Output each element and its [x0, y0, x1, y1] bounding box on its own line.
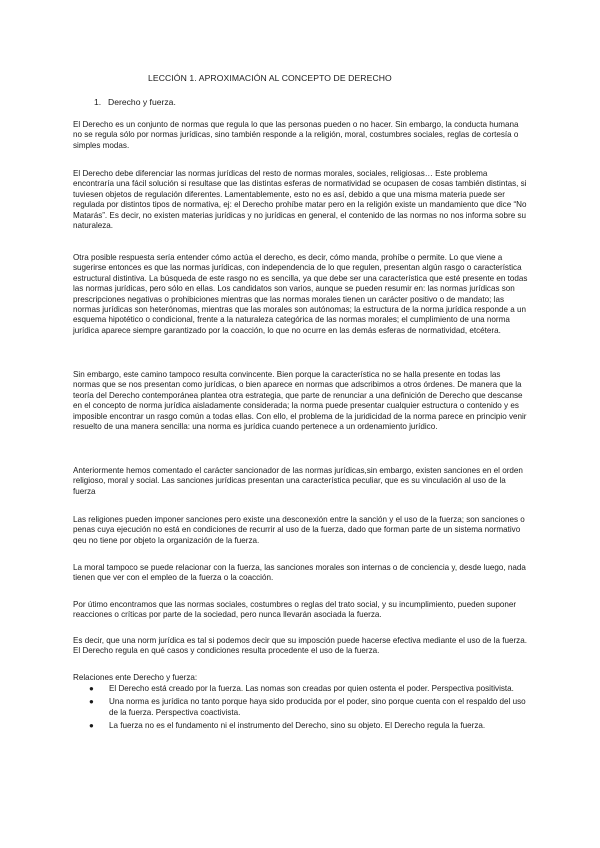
section-number: 1. [94, 97, 102, 107]
paragraph-4: Sin embargo, este camino tampoco resulta convincente. Bien porque la característica no se halla presente en todas las normas que se nos presentan como jurídicas, o bien aparece en normas que adscribimos a otros órdenes. De manera que la teoría del Derecho contemporánea plantea otra estrategia, que parte de renunciar a una definición de Derecho que descanse en el concepto de norma jurídica aisladamente considerada; la norma puede presentar cualquier estructura o contenido y es imposible encontrar un rasgo común a todas ellas. Con ello, el problema de la juridicidad de la norma parece en principio venir resuelto de una manera sencilla: una norma es jurídica cuando pertenece a un ordenamiento jurídico. [73, 370, 527, 432]
list-item [86, 721, 528, 731]
relations-label: Relaciones ente Derecho y fuerza: [73, 673, 198, 682]
paragraph-3: Otra posible respuesta sería entender cómo actúa el derecho, es decir, cómo manda, prohíbe o permite. Lo que viene a sugerirse entonces es que las normas jurídicas, con independencia de lo que regulen, presentan algún rasgo o característica estructural distintiva. La búsqueda de este rasgo no es sencilla, ya que debe ser una característica que esté presente en todas las normas jurídicas, pero sólo en ellas. Los candidatos son varios, aunque se pueden resumir en: las normas jurídicas son prescripciones negativas o prohibiciones mientras que las normas morales tienen un carácter positivo o de mandato; las normas jurídicas son heterónomas, mientras que las morales son autónomas; la estructura de la norma jurídica responde a un esquema hipotético o condicional, frente a la naturaleza categórica de las normas morales; el cumplimiento de una norma jurídica aparece siempre garantizado por la coacción, lo que no ocurre en las demás esferas de normatividad, etcétera. [73, 253, 528, 335]
list-item-text: Una norma es jurídica no tanto porque haya sido producida por el poder, sino porque cuenta con el respaldo del uso de la fuerza. Perspectiva coactivista. [109, 697, 526, 717]
paragraph-1: El Derecho es un conjunto de normas que regula lo que las personas pueden o no hacer. Sin embargo, la conducta humana no se regula sólo por normas jurídicas, sino también responde a la religión, moral, costumbres sociales, reglas de cortesía o simples modas. [73, 120, 519, 150]
bullet-icon: ● [89, 697, 94, 707]
paragraph-7: La moral tampoco se puede relacionar con la fuerza, las sanciones morales son internas o de conciencia y, desde luego, nada tienen que ver con el empleo de la fuerza o la coacción. [73, 563, 526, 583]
lesson-title: LECCIÓN 1. APROXIMACIÓN AL CONCEPTO DE DERECHO [148, 73, 392, 83]
list-item [86, 684, 528, 694]
section-heading [94, 97, 176, 107]
paragraph-6: Las religiones pueden imponer sanciones pero existe una desconexión entre la sanción y el uso de la fuerza; son sanciones o penas cuya ejecución no está en condiciones de recurrir al uso de la fuerza, dado que forman parte de un sistema normativo qeu no tiene por objeto la organización de la fuerza. [73, 515, 525, 545]
list-item-text: La fuerza no es el fundamento ni el instrumento del Derecho, sino su objeto. El Derecho regula la fuerza. [109, 721, 486, 731]
list-item-text: El Derecho está creado por la fuerza. Las nomas son creadas por quien ostenta el poder. Perspectiva positivista. [109, 684, 514, 693]
bullet-icon: ● [89, 684, 94, 693]
section-title: Derecho y fuerza. [108, 97, 176, 107]
bullet-icon: ● [89, 721, 94, 731]
list-item [86, 697, 528, 718]
relations-list [86, 684, 528, 735]
paragraph-2: El Derecho debe diferenciar las normas jurídicas del resto de normas morales, sociales, religiosas… Este problema encontraría una fácil solución si resultase que las distintas esferas de normatividad se ocupasen de cosas también distintas, si tuviesen objetos de regulación diferentes. Lamentablemente, esto no es así, debido a que una misma materia puede ser regulada por distintos tipos de normativa, ej: el Derecho prohíbe matar pero en la religión existe un mandamiento que dice “No Matarás”. Es decir, no existen materias jurídicas y no jurídicas en general, el contenido de las normas no nos informa sobre su naturaleza. [73, 169, 527, 231]
paragraph-8: Por útimo encontramos que las normas sociales, costumbres o reglas del trato social, y su incumplimiento, pueden suponer reacciones o críticas por parte de la sociedad, pero nunca llevarán asociada la fuerza. [73, 600, 517, 620]
paragraph-9: Es decir, que una norm jurídica es tal si podemos decir que su imposción puede hacerse efectiva mediante el uso de la fuerza. El Derecho regula en qué casos y condiciones resulta procedente el uso de la fuerza. [73, 636, 527, 656]
paragraph-5: Anteriormente hemos comentado el carácter sancionador de las normas jurídicas,sin embargo, existen sanciones en el orden religioso, moral y social. Las sanciones jurídicas presentan una característica peculiar, que es su vinculación al uso de la fuerza [73, 466, 523, 496]
